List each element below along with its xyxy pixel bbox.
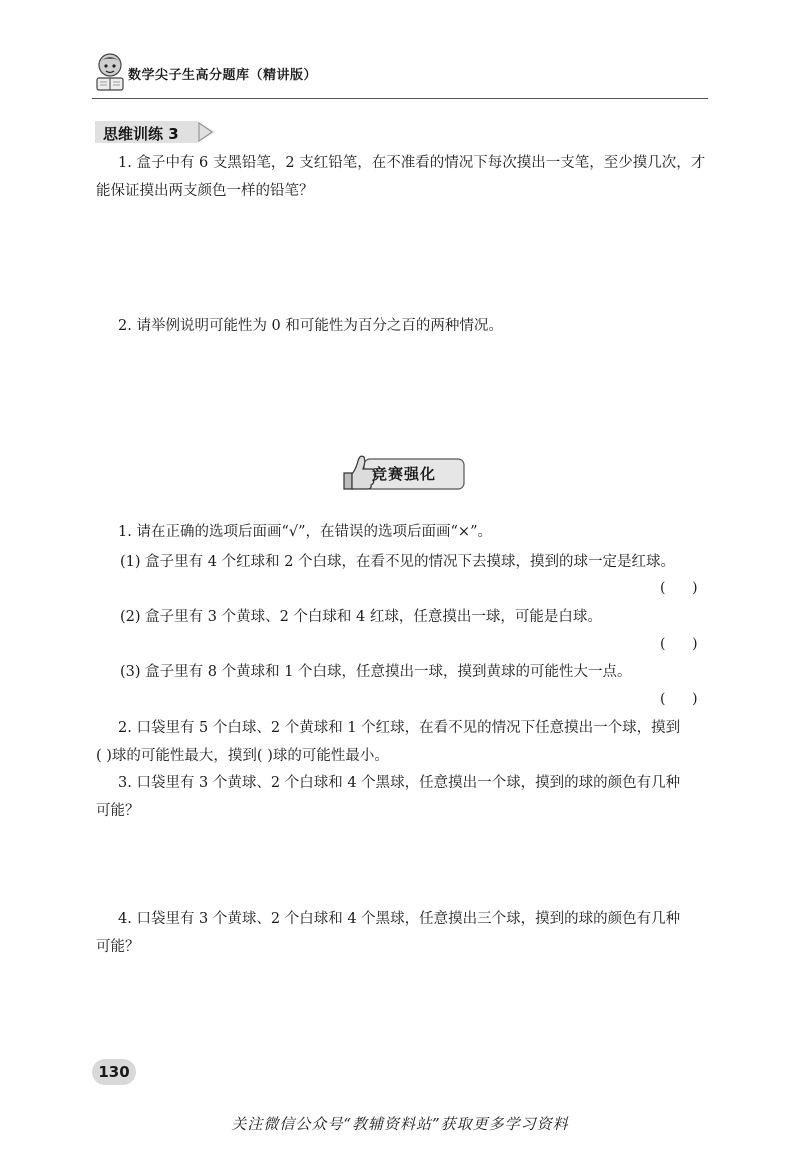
answer-blank-2: ( ): [660, 636, 698, 652]
contest-q3-line2: 可能？: [96, 803, 140, 819]
contest-q2-line2: ( )球的可能性最大，摸到( )球的可能性最小。: [96, 748, 389, 764]
contest-item-1: (1) 盒子里有 4 个红球和 2 个白球，在看不见的情况下去摸球，摸到的球一定是红球。: [120, 554, 676, 570]
contest-item-2: (2) 盒子里有 3 个黄球、2 个白球和 4 红球，任意摸出一球，可能是白球。: [120, 609, 602, 625]
page-number: 130: [98, 1063, 130, 1081]
section-label-tag: [95, 121, 215, 143]
thinking-q2: 2. 请举例说明可能性为 0 和可能性为百分之百的两种情况。: [118, 318, 503, 334]
contest-badge-label: 竞赛强化: [372, 465, 437, 483]
contest-q2-line1: 2. 口袋里有 5 个白球、2 个黄球和 1 个红球，在看不见的情况下任意摸出一个球，摸到: [118, 720, 681, 736]
contest-item-3: (3) 盒子里有 8 个黄球和 1 个白球，任意摸出一球，摸到黄球的可能性大一点。: [120, 664, 632, 680]
header-divider: [92, 98, 708, 99]
section-label-text: 思维训练 3: [103, 125, 179, 143]
answer-blank-3: ( ): [660, 691, 698, 707]
reading-child-icon: [94, 52, 126, 94]
contest-badge: [338, 451, 468, 495]
thinking-q1-line2: 能保证摸出两支颜色一样的铅笔？: [96, 183, 314, 199]
contest-q3-line1: 3. 口袋里有 3 个黄球、2 个白球和 4 个黑球，任意摸出一个球，摸到的球的颜色有几种: [118, 775, 681, 791]
answer-blank-1: ( ): [660, 580, 698, 596]
book-series-title: 数学尖子生高分题库（精讲版）: [128, 68, 318, 83]
contest-q4-line1: 4. 口袋里有 3 个黄球、2 个白球和 4 个黑球，任意摸出三个球，摸到的球的颜色有几种: [118, 911, 681, 927]
page-number-badge: [92, 1059, 136, 1085]
footer-note: 关注微信公众号“教辅资料站”获取更多学习资料: [231, 1115, 569, 1133]
contest-q1-intro: 1. 请在正确的选项后面画“√”，在错误的选项后面画“×”。: [118, 524, 492, 540]
thinking-q1-line1: 1. 盒子中有 6 支黑铅笔，2 支红铅笔，在不准看的情况下每次摸出一支笔，至少摸几次，才: [118, 155, 706, 171]
contest-q4-line2: 可能？: [96, 939, 140, 955]
